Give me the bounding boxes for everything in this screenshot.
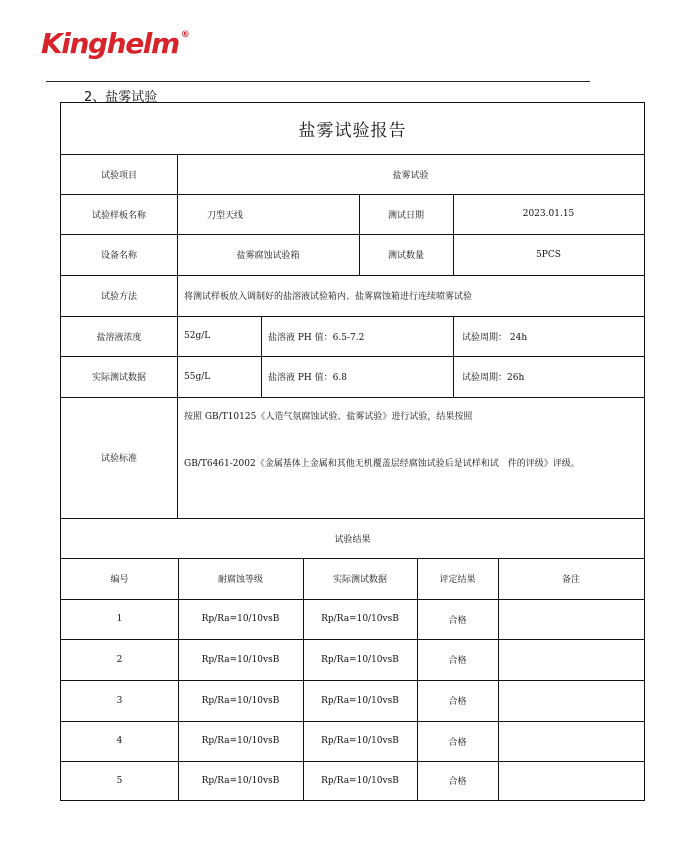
column-header: 编号 <box>110 575 129 585</box>
standard-line-2: GB/T6461-2002《金属基体上金属和其他无机覆盖层经腐蚀试验后是试样和试 件的评级》评级。 <box>184 458 580 469</box>
row-number: 4 <box>116 736 123 746</box>
salt-spray-report-table <box>60 102 645 801</box>
col-divider <box>261 316 262 397</box>
row-note <box>498 761 644 800</box>
column-header: 耐腐蚀等级 <box>217 575 263 585</box>
section-heading: 2、盐雾试验 <box>84 90 158 105</box>
col-divider <box>453 316 454 397</box>
header-rule <box>46 81 590 82</box>
row-actual: Rp/Ra=10/10vsB <box>321 736 399 746</box>
registered-mark: ® <box>180 30 190 40</box>
row-number: 3 <box>116 695 123 706</box>
equipment-label: 设备名称 <box>100 251 137 261</box>
sample-name-value: 刀型天线 <box>207 210 244 221</box>
actual-concentration: 55g/L <box>184 371 211 382</box>
row-result: 合格 <box>448 697 467 707</box>
row-result: 合格 <box>448 777 467 787</box>
row-note <box>498 680 644 721</box>
results-title: 试验结果 <box>334 534 371 545</box>
row-result: 合格 <box>448 656 467 666</box>
equipment-value: 盐雾腐蚀试验箱 <box>236 251 300 261</box>
row-note <box>498 639 644 680</box>
row-actual: Rp/Ra=10/10vsB <box>321 654 399 665</box>
row-grade: Rp/Ra=10/10vsB <box>201 775 280 786</box>
test-date-label: 测试日期 <box>387 210 424 221</box>
row-grade: Rp/Ra=10/10vsB <box>201 654 280 665</box>
kinghelm-logo <box>41 27 190 60</box>
test-date-value: 2023.01.15 <box>522 209 575 219</box>
logo-text: Kinghelm <box>41 27 179 60</box>
row-actual: Rp/Ra=10/10vsB <box>321 775 399 786</box>
column-header: 实际测试数据 <box>332 575 387 585</box>
test-item-value: 盐雾试验 <box>392 170 429 181</box>
standard-label: 试验标准 <box>100 454 137 464</box>
row-result: 合格 <box>448 615 467 626</box>
row-actual: Rp/Ra=10/10vsB <box>321 614 399 624</box>
row-number: 1 <box>116 614 123 624</box>
report-title: 盐雾试验报告 <box>298 121 407 141</box>
test-item-label: 试验项目 <box>100 170 137 181</box>
method-label: 试验方法 <box>100 292 137 302</box>
row-note <box>498 599 644 639</box>
standard-line-1: 按照 GB/T10125《人造气氛腐蚀试验、盐雾试验》进行试验，结果按照 <box>184 411 473 422</box>
column-header: 评定结果 <box>439 575 476 585</box>
row-note <box>498 721 644 761</box>
actual-cycle: 试验周期：26h <box>462 373 525 383</box>
concentration-value: 52g/L <box>184 331 211 341</box>
sample-name-label: 试验样板名称 <box>91 210 146 221</box>
actual-ph: 盐溶液 PH 值：6.8 <box>268 373 347 383</box>
concentration-label: 盐溶液浓度 <box>96 332 142 343</box>
col-divider <box>177 154 178 518</box>
row-result: 合格 <box>448 737 467 748</box>
row-grade: Rp/Ra=10/10vsB <box>201 736 280 746</box>
cycle-spec: 试验周期： 24h <box>462 332 528 343</box>
row-grade: Rp/Ra=10/10vsB <box>201 695 280 706</box>
row-number: 5 <box>116 775 123 786</box>
row-actual: Rp/Ra=10/10vsB <box>321 695 399 706</box>
column-header: 备注 <box>561 575 580 585</box>
method-value: 将测试样板放入调制好的盐溶液试验箱内、盐雾腐蚀箱进行连续喷雾试验 <box>184 292 473 302</box>
quantity-label: 测试数量 <box>387 251 424 261</box>
quantity-value: 5PCS <box>536 249 561 260</box>
row-number: 2 <box>116 654 123 665</box>
ph-spec: 盐溶液 PH 值：6.5-7.2 <box>268 332 365 343</box>
actual-data-label: 实际测试数据 <box>91 373 146 383</box>
row-grade: Rp/Ra=10/10vsB <box>201 614 280 624</box>
